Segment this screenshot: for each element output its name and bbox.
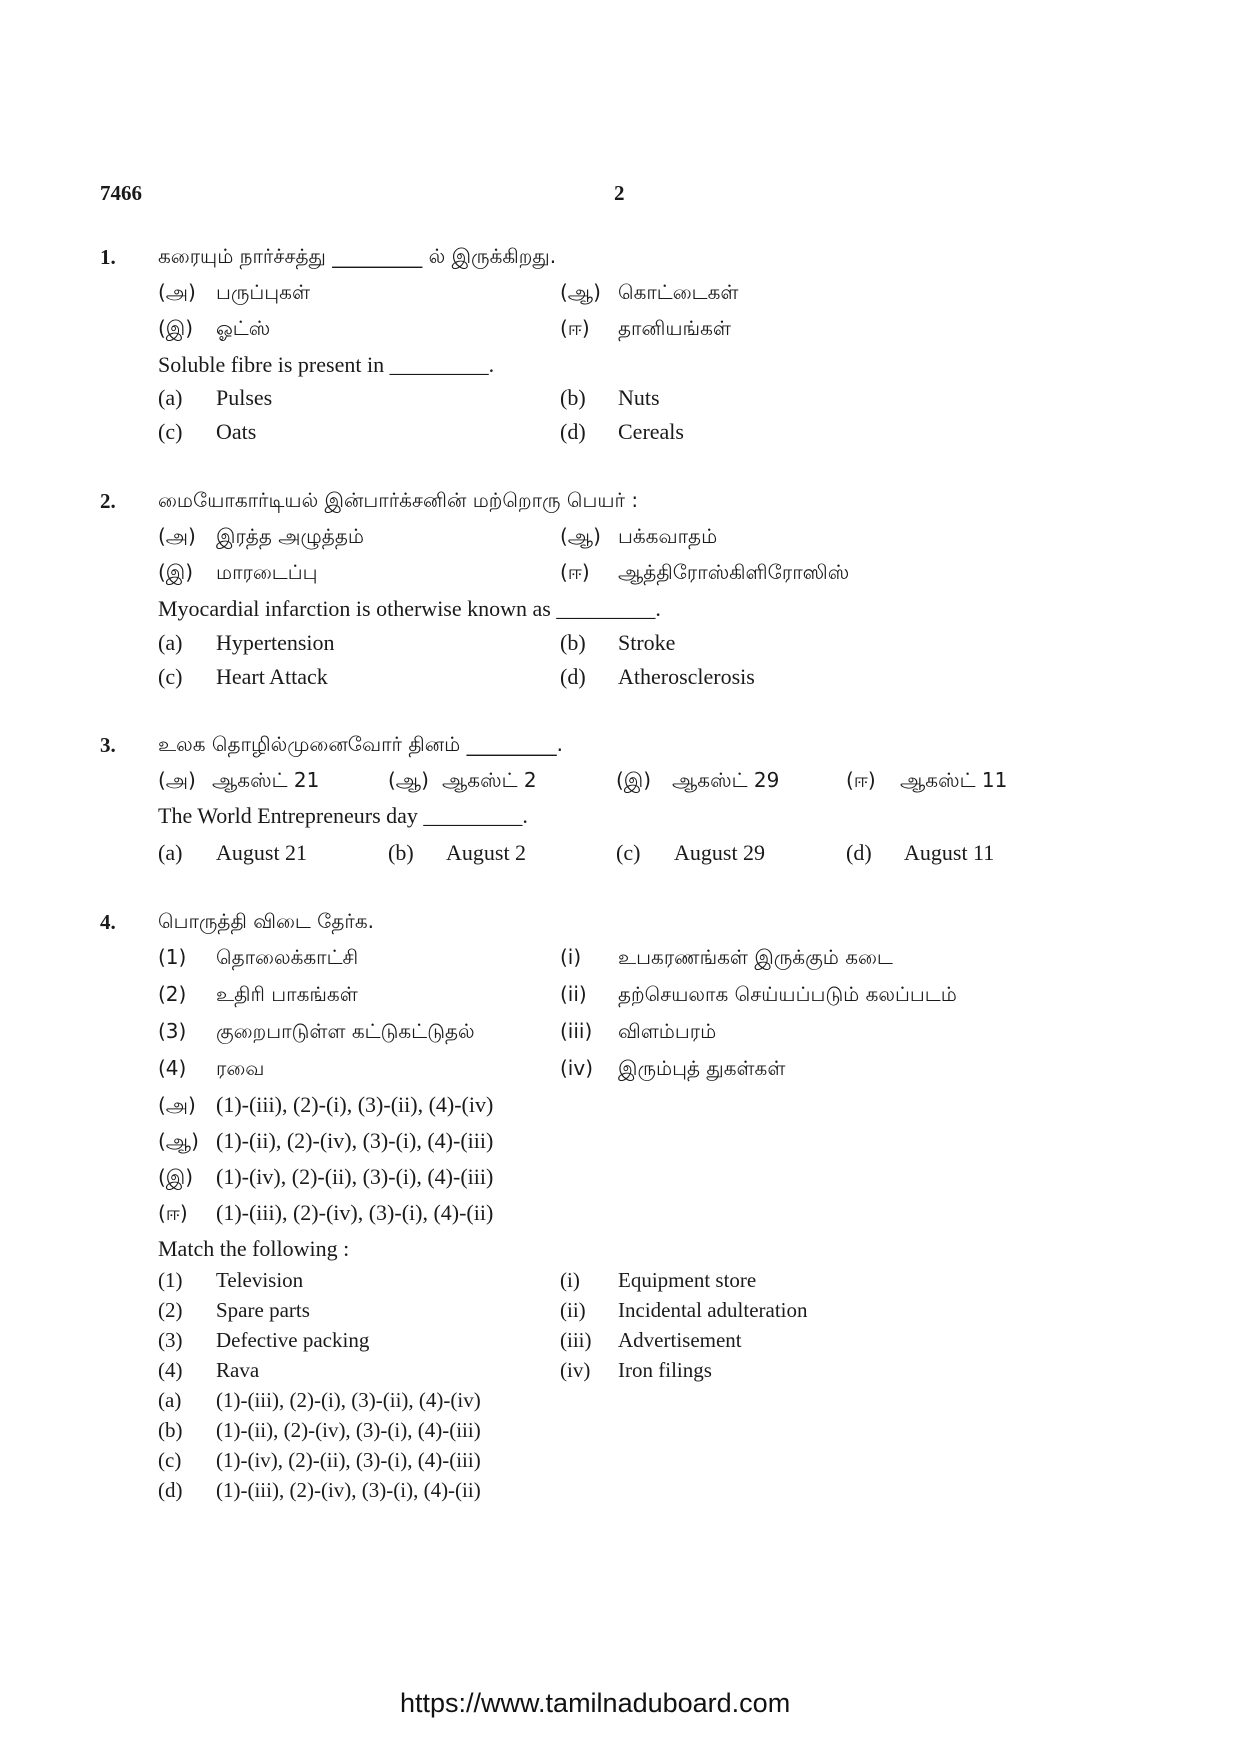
match-left-label: (2) bbox=[158, 982, 187, 1006]
option-text: ஆகஸ்ட் 11 bbox=[900, 768, 1008, 792]
option-text: ஆகஸ்ட் 29 bbox=[672, 768, 780, 792]
match-right-text: Advertisement bbox=[618, 1328, 742, 1352]
option-label: (ஈ) bbox=[560, 316, 590, 340]
match-left-text: உதிரி பாகங்கள் bbox=[216, 982, 358, 1006]
match-left-label: (1) bbox=[158, 945, 187, 969]
match-right-label: (i) bbox=[560, 1268, 580, 1292]
answer-option-text: (1)-(iv), (2)-(ii), (3)-(i), (4)-(iii) bbox=[216, 1164, 494, 1189]
option-label: (இ) bbox=[158, 560, 194, 584]
option-label: (இ) bbox=[616, 768, 652, 792]
answer-option-label: (ஆ) bbox=[158, 1129, 199, 1153]
match-left-label: (3) bbox=[158, 1328, 183, 1352]
option-label: (அ) bbox=[158, 524, 196, 548]
answer-option-label: (d) bbox=[158, 1478, 183, 1502]
match-left-label: (1) bbox=[158, 1268, 183, 1292]
question-number: 1. bbox=[100, 245, 116, 269]
match-right-text: விளம்பரம் bbox=[618, 1019, 717, 1043]
match-right-label: (iii) bbox=[560, 1328, 592, 1352]
answer-option-text: (1)-(iii), (2)-(i), (3)-(ii), (4)-(iv) bbox=[216, 1092, 494, 1117]
match-left-text: Spare parts bbox=[216, 1298, 310, 1322]
question-number: 2. bbox=[100, 489, 116, 513]
question-text-tamil: கரையும் நார்ச்சத்து _________ ல் இருக்கிறது. bbox=[158, 244, 557, 268]
question-number: 4. bbox=[100, 910, 116, 934]
option-label: (ஈ) bbox=[846, 768, 876, 792]
option-label: (c) bbox=[616, 840, 641, 865]
option-label: (ஆ) bbox=[560, 524, 601, 548]
paper-code: 7466 bbox=[100, 181, 142, 205]
option-text: கொட்டைகள் bbox=[618, 280, 739, 304]
option-text: Stroke bbox=[618, 630, 676, 655]
answer-option-label: (b) bbox=[158, 1418, 183, 1442]
question-text-english: Myocardial infarction is otherwise known as _________. bbox=[158, 596, 661, 621]
answer-option-text: (1)-(iii), (2)-(i), (3)-(ii), (4)-(iv) bbox=[216, 1388, 481, 1412]
match-left-text: Defective packing bbox=[216, 1328, 370, 1352]
match-right-text: Equipment store bbox=[618, 1268, 757, 1292]
option-label: (d) bbox=[560, 664, 586, 689]
option-label: (d) bbox=[560, 419, 586, 444]
page-number: 2 bbox=[614, 181, 625, 205]
option-text: August 11 bbox=[904, 840, 995, 865]
match-right-label: (iii) bbox=[560, 1019, 593, 1043]
match-left-label: (3) bbox=[158, 1019, 187, 1043]
option-label: (ஆ) bbox=[388, 768, 429, 792]
match-left-text: Rava bbox=[216, 1358, 260, 1382]
answer-option-label: (a) bbox=[158, 1388, 182, 1412]
option-label: (அ) bbox=[158, 768, 196, 792]
match-left-label: (2) bbox=[158, 1298, 183, 1322]
option-text: ஆகஸ்ட் 21 bbox=[212, 768, 320, 792]
option-label: (a) bbox=[158, 385, 183, 410]
option-text: ஆகஸ்ட் 2 bbox=[442, 768, 537, 792]
footer-url[interactable]: https://www.tamilnaduboard.com bbox=[400, 1688, 791, 1718]
match-right-label: (i) bbox=[560, 945, 582, 969]
question-text-tamil: பொருத்தி விடை தேர்க. bbox=[158, 909, 374, 933]
question-text-tamil: உலக தொழில்முனைவோர் தினம் _________. bbox=[158, 732, 563, 756]
option-label: (ஈ) bbox=[560, 560, 590, 584]
option-text: பருப்புகள் bbox=[216, 280, 311, 304]
match-left-label: (4) bbox=[158, 1358, 183, 1382]
option-label: (b) bbox=[388, 840, 414, 865]
question-text-tamil: மையோகார்டியல் இன்பார்க்சனின் மற்றொரு பெயர் : bbox=[158, 488, 639, 512]
option-text: மாரடைப்பு bbox=[216, 560, 318, 584]
question-number: 3. bbox=[100, 733, 116, 757]
option-text: August 21 bbox=[216, 840, 308, 865]
answer-option-label: (இ) bbox=[158, 1165, 194, 1189]
answer-option-text: (1)-(iv), (2)-(ii), (3)-(i), (4)-(iii) bbox=[216, 1448, 481, 1472]
answer-option-text: (1)-(ii), (2)-(iv), (3)-(i), (4)-(iii) bbox=[216, 1128, 494, 1153]
option-text: Nuts bbox=[618, 385, 660, 410]
option-text: இரத்த அழுத்தம் bbox=[216, 524, 364, 548]
match-right-label: (iv) bbox=[560, 1358, 591, 1382]
option-label: (c) bbox=[158, 664, 183, 689]
option-label: (c) bbox=[158, 419, 183, 444]
option-label: (d) bbox=[846, 840, 872, 865]
answer-option-text: (1)-(iii), (2)-(iv), (3)-(i), (4)-(ii) bbox=[216, 1200, 494, 1225]
option-label: (b) bbox=[560, 630, 586, 655]
option-text: Atherosclerosis bbox=[618, 664, 755, 689]
option-text: Oats bbox=[216, 419, 257, 444]
option-label: (b) bbox=[560, 385, 586, 410]
match-left-text: குறைபாடுள்ள கட்டுகட்டுதல் bbox=[216, 1019, 475, 1043]
answer-option-label: (அ) bbox=[158, 1093, 196, 1117]
match-right-text: Iron filings bbox=[618, 1358, 712, 1382]
match-right-text: இரும்புத் துகள்கள் bbox=[618, 1056, 786, 1080]
option-text: தானியங்கள் bbox=[618, 316, 731, 340]
option-text: Cereals bbox=[618, 419, 684, 444]
answer-option-label: (c) bbox=[158, 1448, 182, 1472]
option-label: (அ) bbox=[158, 280, 196, 304]
match-left-text: தொலைக்காட்சி bbox=[216, 945, 359, 969]
option-text: Hypertension bbox=[216, 630, 335, 655]
question-text-english: The World Entrepreneurs day _________. bbox=[158, 803, 528, 828]
option-label: (a) bbox=[158, 630, 183, 655]
option-text: August 29 bbox=[674, 840, 766, 865]
option-label: (இ) bbox=[158, 316, 194, 340]
match-right-label: (ii) bbox=[560, 982, 587, 1006]
match-right-label: (iv) bbox=[560, 1056, 593, 1080]
option-text: August 2 bbox=[446, 840, 527, 865]
option-label: (ஆ) bbox=[560, 280, 601, 304]
match-right-text: Incidental adulteration bbox=[618, 1298, 808, 1322]
match-right-text: உபகரணங்கள் இருக்கும் கடை bbox=[618, 945, 893, 969]
match-right-text: தற்செயலாக செய்யப்படும் கலப்படம் bbox=[618, 982, 957, 1006]
option-text: ஓட்ஸ் bbox=[216, 316, 271, 340]
answer-option-text: (1)-(ii), (2)-(iv), (3)-(i), (4)-(iii) bbox=[216, 1418, 481, 1442]
option-label: (a) bbox=[158, 840, 183, 865]
option-text: ஆத்திரோஸ்கிளிரோஸிஸ் bbox=[618, 560, 850, 584]
match-left-text: Television bbox=[216, 1268, 304, 1292]
question-text-english: Match the following : bbox=[158, 1236, 350, 1261]
option-text: பக்கவாதம் bbox=[618, 524, 718, 548]
match-left-text: ரவை bbox=[216, 1056, 265, 1080]
answer-option-text: (1)-(iii), (2)-(iv), (3)-(i), (4)-(ii) bbox=[216, 1478, 481, 1502]
question-text-english: Soluble fibre is present in _________. bbox=[158, 352, 495, 377]
option-text: Heart Attack bbox=[216, 664, 328, 689]
match-right-label: (ii) bbox=[560, 1298, 586, 1322]
option-text: Pulses bbox=[216, 385, 273, 410]
answer-option-label: (ஈ) bbox=[158, 1201, 188, 1225]
match-left-label: (4) bbox=[158, 1056, 187, 1080]
